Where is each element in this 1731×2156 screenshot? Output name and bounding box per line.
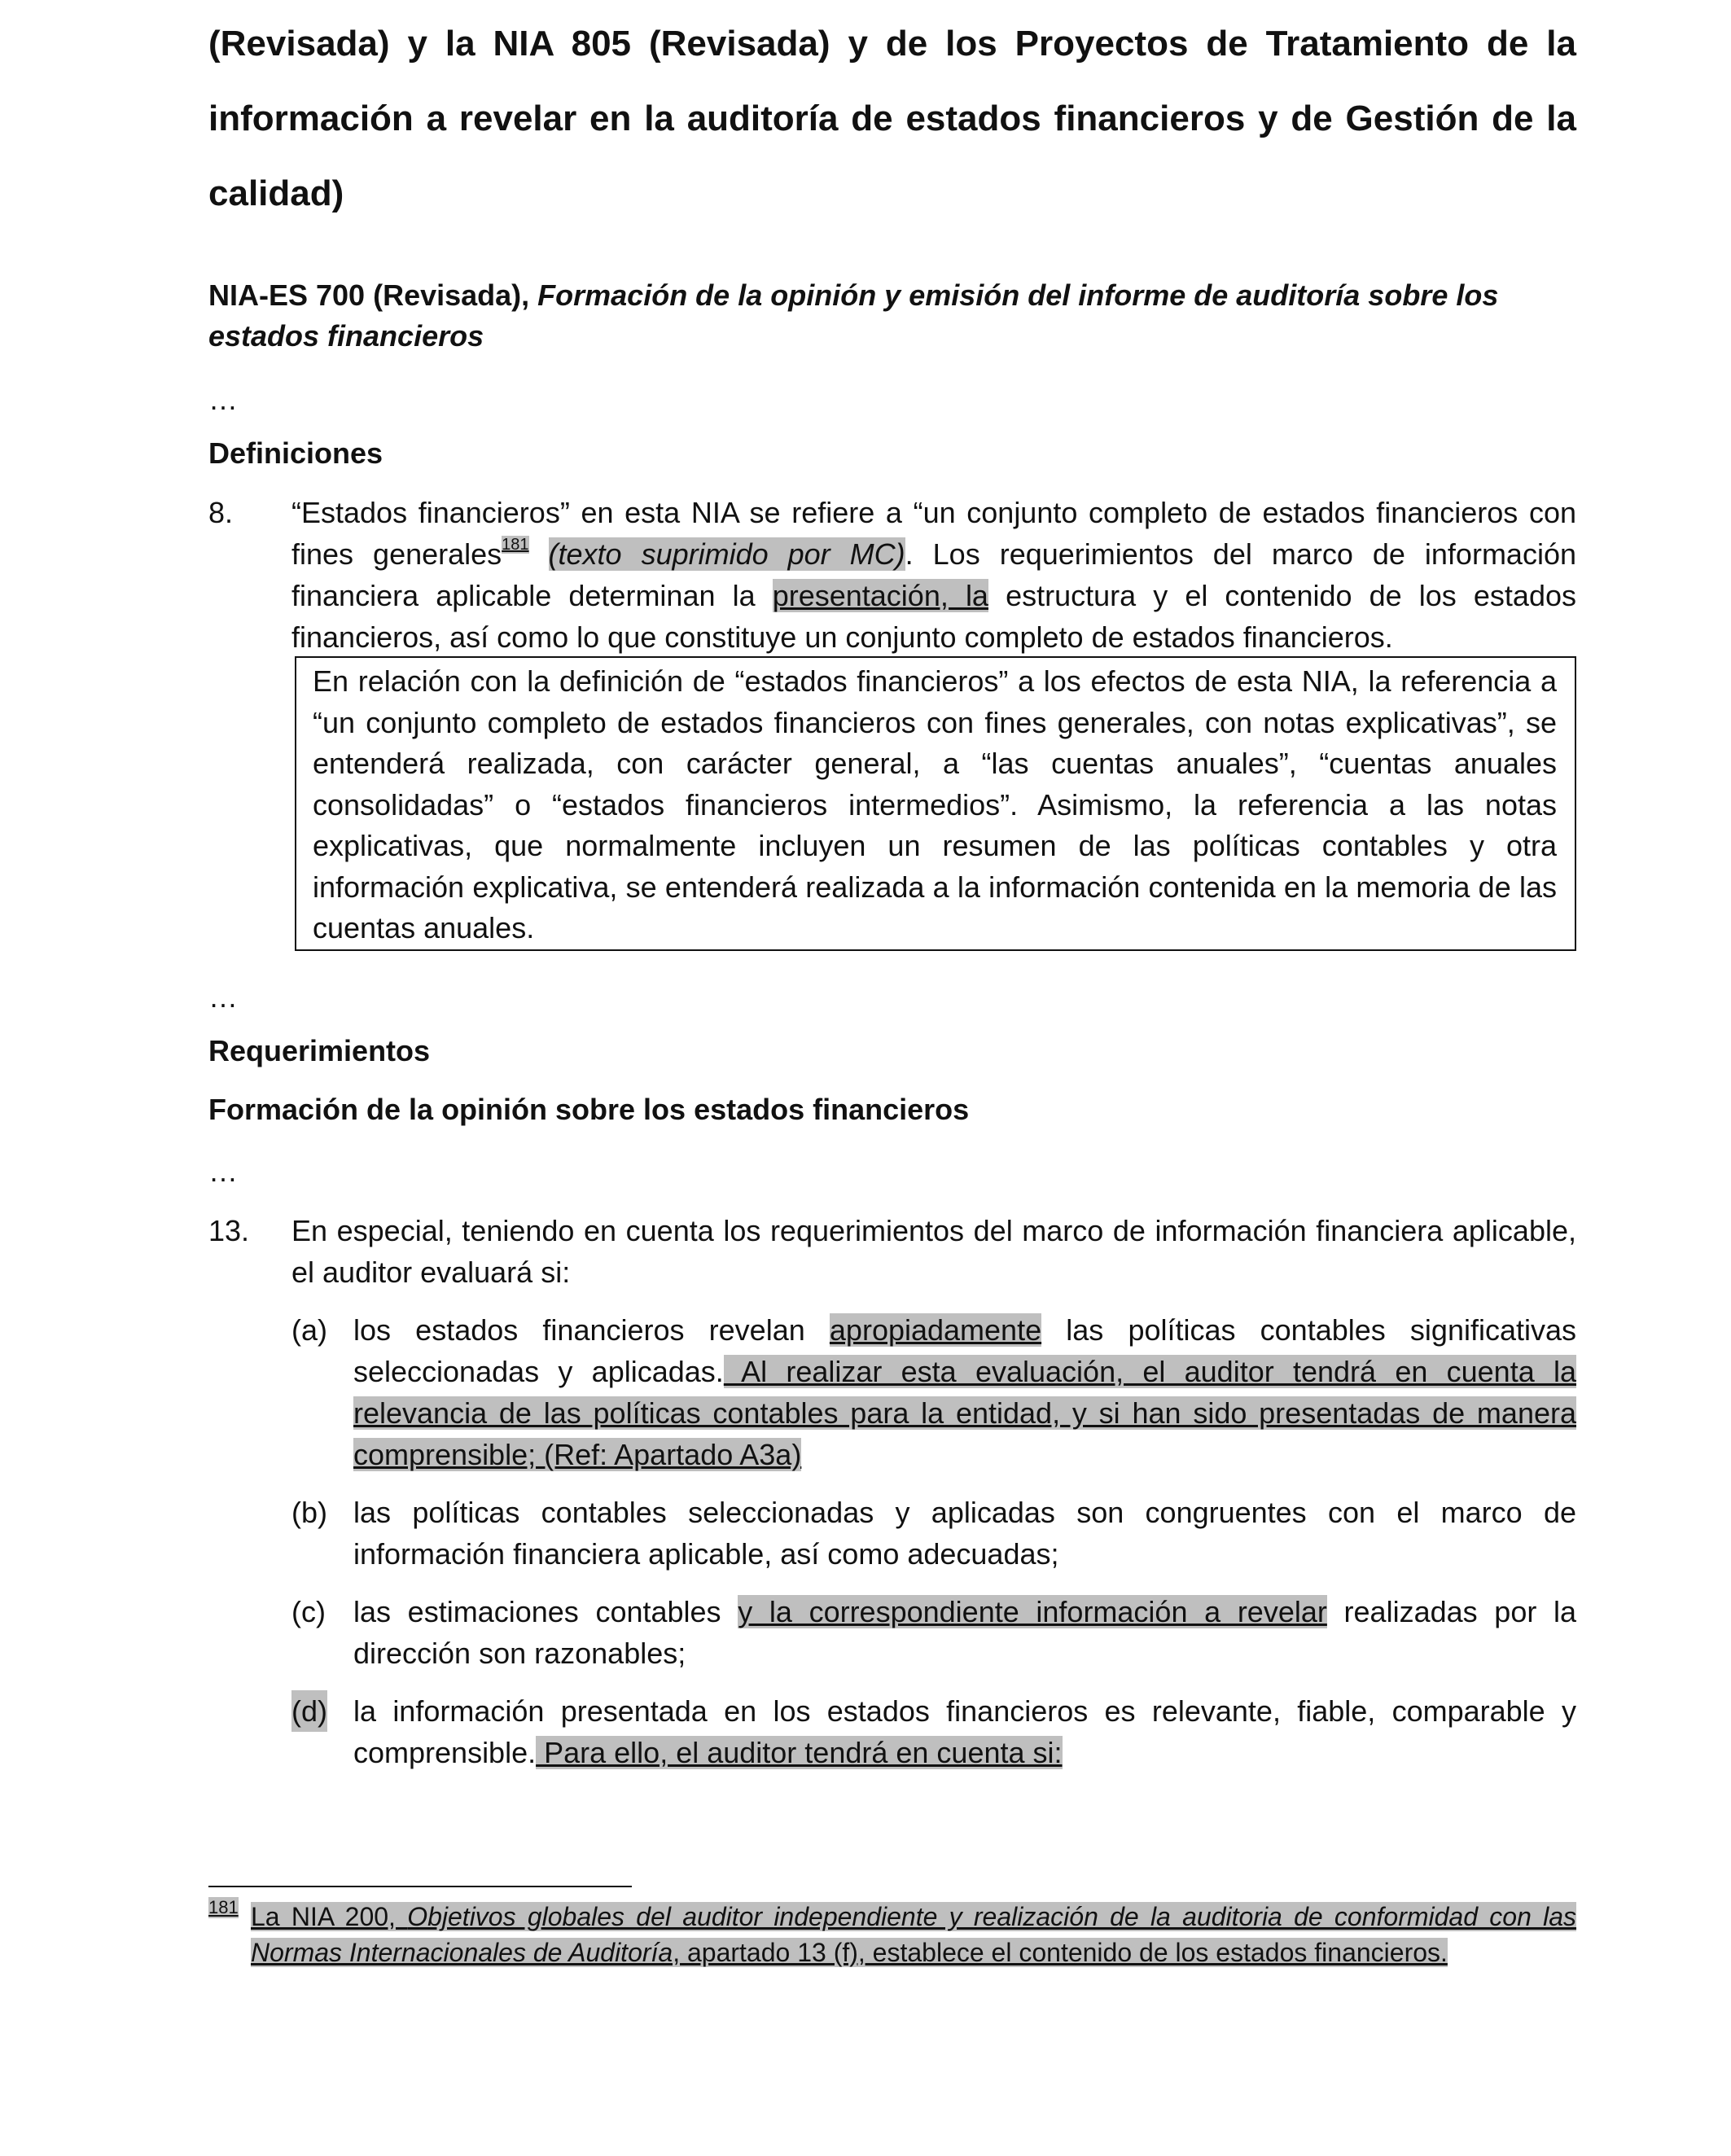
item-c: [353, 1591, 1576, 1674]
item-d: [353, 1690, 1576, 1773]
item-a-highlight-2: Al realizar esta evaluación, el auditor tendrá en cuenta la relevancia de las políticas contables para la entidad, y si han sido presentadas de manera comprensible; (Ref: Apartado A3a): [353, 1355, 1576, 1471]
item-c-text-1: las estimaciones contables: [353, 1595, 738, 1628]
national-note-text: En relación con la definición de “estados financieros” a los efectos de esta NIA, la referencia a “un conjunto completo de estados financieros con fines generales, con notas explicativas”, se entenderá realizada, con carácter general, a “las cuentas anuales”, “cuentas anuales consolidadas” o “estados financieros intermedios”. Asimismo, la referencia a las notas explicativas, que normalmente incluyen un resumen de las políticas contables y otra información explicativa, se entenderá realizada a la información contenida en la memoria de las cuentas anuales.: [313, 664, 1557, 944]
item-d-highlight: Para ello, el auditor tendrá en cuenta si:: [536, 1736, 1063, 1769]
item-c-highlight: y la correspondiente información a revelar: [738, 1595, 1327, 1628]
item-c-label: (c): [291, 1595, 326, 1628]
definitions-title: Definiciones: [208, 436, 383, 470]
item-c-text-2: realizadas por la dirección son razonables;: [353, 1595, 1577, 1670]
item-a-highlight-1: apropiadamente: [829, 1313, 1042, 1347]
paragraph-8-number: 8.: [208, 496, 234, 529]
heading-line-3: calidad): [208, 173, 344, 213]
item-d-label: (d): [291, 1690, 327, 1732]
standard-name: Formación de la opinión y emisión del informe de auditoría sobre los estados financieros: [208, 278, 1499, 353]
item-a-text-1: los estados financieros revelan: [353, 1313, 830, 1347]
requirements-title: Requerimientos: [208, 1034, 431, 1067]
paragraph-8: [291, 492, 1576, 658]
item-b-label: (b): [291, 1496, 327, 1529]
standard-title: [208, 275, 1576, 357]
paragraph-13: En especial, teniendo en cuenta los requerimientos del marco de información financiera aplicable, el auditor evaluará si:: [291, 1214, 1576, 1289]
footnote-reference[interactable]: 181: [502, 536, 529, 554]
item-d-text-1: la información presentada en los estados financieros es relevante, fiable, comparable y comprensible.: [353, 1694, 1576, 1769]
p8-text-4: estructura y el contenido de los estados financieros, así como lo que constituye un conjunto completo de estados financieros.: [291, 579, 1576, 654]
item-b: las políticas contables seleccionadas y aplicadas son congruentes con el marco de información financiera aplicable, así como adecuadas;: [353, 1496, 1576, 1571]
p8-deleted-text: (texto suprimido por MC): [548, 537, 905, 571]
footnote-separator: [208, 1886, 632, 1887]
ellipsis-3: …: [208, 1155, 238, 1188]
p8-text-3: . Los requerimientos del marco de información financiera aplicable determinan la: [291, 537, 1576, 612]
p8-text-2: [529, 537, 549, 571]
p8-text-1: “Estados financieros” en esta NIA se refiere a “un conjunto completo de estados financieros con fines generales: [291, 496, 1576, 571]
national-note-box: [295, 656, 1576, 951]
item-a-text-2: las políticas contables significativas seleccionadas y aplicadas.: [353, 1313, 1577, 1388]
item-a-label: (a): [291, 1313, 327, 1347]
ellipsis-1: …: [208, 383, 238, 416]
ellipsis-2: …: [208, 980, 238, 1014]
footnote-mark: 181: [208, 1897, 239, 1917]
item-a: [353, 1309, 1576, 1475]
requirements-subtitle: Formación de la opinión sobre los estados financieros: [208, 1093, 970, 1126]
p8-highlight: presentación, la: [772, 579, 988, 612]
paragraph-13-number: 13.: [208, 1214, 250, 1247]
footnote-text-2: , apartado 13 (f), establece el contenido de los estados financieros.: [673, 1938, 1448, 1967]
heading-line-1: (Revisada) y la NIA 805 (Revisada) y de los Proyectos de Tratamiento de la: [208, 24, 1576, 64]
footnote-title: Objetivos globales del auditor independiente y realización de la auditoria de conformidad con las Normas Internacionales de Auditoría: [251, 1902, 1577, 1967]
standard-code: NIA-ES 700 (Revisada),: [208, 278, 538, 312]
footnote-text: [251, 1899, 1576, 1970]
footnote-text-1: La NIA 200,: [251, 1902, 408, 1931]
heading-line-2: información a revelar en la auditoría de estados financieros y de Gestión de la: [208, 99, 1576, 138]
